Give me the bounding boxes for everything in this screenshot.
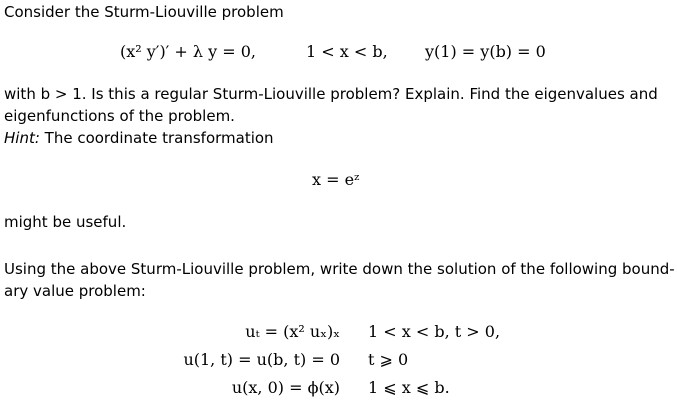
- sl-domain: 1 < x < b,: [306, 42, 388, 61]
- question-line-1: with b > 1. Is this a regular Sturm-Liouville problem? Explain. Find the eigenvalues and: [4, 85, 658, 103]
- initial-condition: u(x, 0) = ϕ(x): [231, 378, 340, 397]
- problem-intro: Consider the Sturm-Liouville problem: [4, 3, 284, 21]
- boundary-condition: u(1, t) = u(b, t) = 0: [183, 350, 340, 369]
- sl-equation: (x² y′)′ + λ y = 0,: [120, 42, 256, 61]
- boundary-condition-domain: t ⩾ 0: [368, 350, 409, 369]
- hint-label: Hint:: [4, 129, 40, 147]
- bvp-intro-line-1: Using the above Sturm-Liouville problem, write down the solution of the following bound-: [4, 260, 675, 278]
- sl-boundary-conditions: y(1) = y(b) = 0: [425, 42, 546, 61]
- hint-text: The coordinate transformation: [39, 129, 274, 147]
- pde-equation: uₜ = (x² uₓ)ₓ: [245, 322, 340, 341]
- bvp-intro-line-2: ary value problem:: [4, 282, 146, 300]
- useful-note: might be useful.: [4, 213, 127, 231]
- initial-condition-domain: 1 ⩽ x ⩽ b.: [368, 378, 450, 397]
- coordinate-transformation: x = eᶻ: [312, 170, 360, 189]
- question-line-2: eigenfunctions of the problem.: [4, 107, 235, 125]
- pde-domain: 1 < x < b, t > 0,: [368, 322, 501, 341]
- hint-line: [4, 128, 274, 148]
